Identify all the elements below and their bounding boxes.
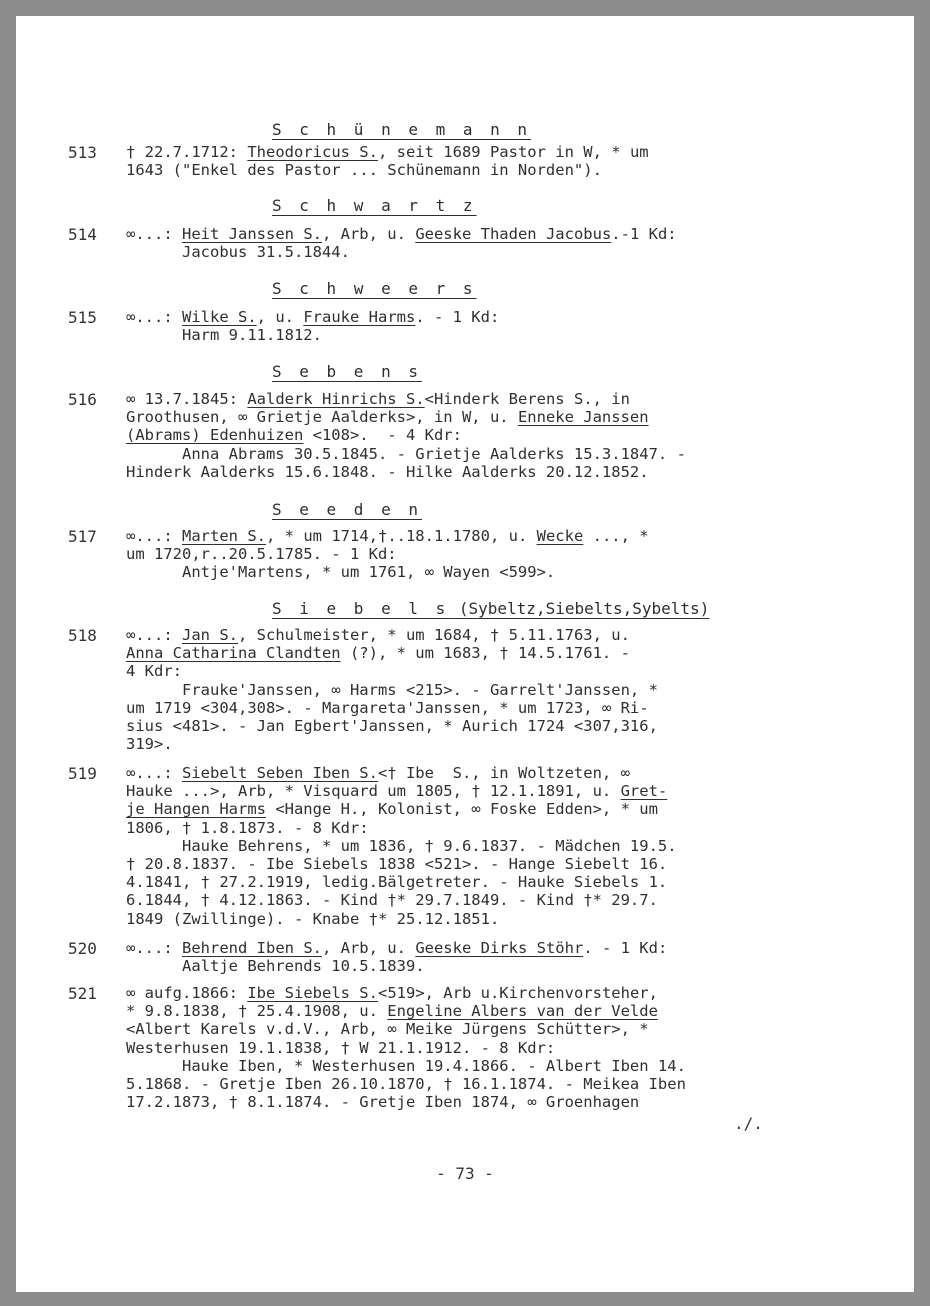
surname-heading [272,599,709,618]
document-page [16,16,914,1292]
underlined-name: Enneke Janssen [517,408,649,427]
entry-text-line [126,426,462,444]
text-segment: um 1720,r..20.5.1785. - 1 Kd: [126,545,397,564]
entry-text-line [126,408,649,426]
underlined-name: Wecke [536,527,584,545]
underlined-name: je Hangen Harms [126,800,266,819]
surname-heading [272,362,422,381]
entry-text-line [126,819,369,837]
underlined-name: Geeske Dirks Stöhr [415,939,584,957]
text-segment: Hauke ...>, Arb, * Visquard um 1805, † 12.1.1891, u. [126,782,621,801]
entry-text-line [126,626,630,644]
page-content [16,16,914,1292]
surname-heading [272,500,422,519]
text-segment: ∞...: [126,308,182,326]
entry-text-line [126,735,173,753]
text-segment: , seit 1689 Pastor in W, * um [377,143,649,161]
underlined-name: Heit Janssen S. [182,225,322,243]
text-segment: , * um 1714,†..18.1.1780, u. [266,527,537,545]
entry-text-line [126,984,658,1002]
entry-text-line [126,308,499,326]
text-segment: 6.1844, † 4.12.1863. - Kind †* 29.7.1849. - Kind †* 29.7. [126,891,658,910]
text-segment: 1806, † 1.8.1873. - 8 Kdr: [126,818,369,837]
surname-variants: (Sybeltz,Siebelts,Sybelts) [449,599,710,618]
text-segment: <519>, Arb u.Kirchenvorsteher, [377,984,658,1002]
entry-text-line [126,326,322,344]
text-segment: . - 1 Kd: [415,308,500,326]
text-segment: Hauke Iben, * Westerhusen 19.4.1866. - Albert Iben 14. [126,1056,686,1075]
underlined-name: (Abrams) Edenhuizen [126,426,304,445]
entry-text-line [126,1075,686,1093]
text-segment: Frauke'Janssen, ∞ Harms <215>. - Garrelt'Janssen, * [126,680,658,699]
text-segment: ∞...: [126,225,182,243]
surname-heading-text: S e b e n s [272,362,422,381]
text-segment: <Hinderk Berens S., in [424,390,630,408]
text-segment: sius <481>. - Jan Egbert'Janssen, * Aurich 1724 <307,316, [126,717,658,735]
entry-text-line [126,143,649,161]
page-number: - 73 - [436,1164,494,1183]
text-segment: <† Ibe S., in Woltzeten, ∞ [377,764,630,782]
text-segment: , Schulmeister, * um 1684, † 5.11.1763, u. [238,626,630,644]
surname-heading-text: S c h w a r t z [272,196,477,215]
continuation-mark: ./. [734,1114,763,1133]
underlined-name: Geeske Thaden Jacobus [415,225,612,243]
text-segment: 4.1841, † 27.2.1919, ledig.Bälgetreter. - Hauke Siebels 1. [126,873,668,892]
underlined-name: Siebelt Seben Iben S. [182,764,378,782]
surname-heading-text: S i e b e l s [272,599,450,618]
text-segment: ∞...: [126,939,182,957]
text-segment: ∞...: [126,527,182,545]
entry-number: 520 [68,939,97,958]
text-segment: ∞ 13.7.1845: [126,390,248,408]
text-segment: <Hange H., Kolonist, ∞ Foske Edden>, * um [265,800,658,819]
entry-text-line [126,161,602,179]
text-segment: Antje'Martens, * um 1761, ∞ Wayen <599>. [126,563,556,582]
text-segment: ∞...: [126,626,182,644]
text-segment: .-1 Kd: [611,225,677,243]
entry-text-line [126,563,555,581]
underlined-name: Aalderk Hinrichs S. [247,390,425,408]
entry-number: 514 [68,225,97,244]
text-segment: 17.2.1873, † 8.1.1874. - Gretje Iben 1874, ∞ Groenhagen [126,1093,640,1112]
text-segment: Hauke Behrens, * um 1836, † 9.6.1837. - Mädchen 19.5. [126,836,677,855]
underlined-name: Frauke Harms [303,308,416,326]
entry-number: 518 [68,626,97,645]
entry-number: 517 [68,527,97,546]
text-segment: . - 1 Kd: [583,939,668,957]
entry-number: 516 [68,390,97,409]
underlined-name: Jan S. [182,626,238,644]
underlined-name: Behrend Iben S. [182,939,322,957]
text-segment: ..., * [583,527,649,545]
text-segment: , u. [256,308,304,326]
entry-text-line [126,243,350,261]
surname-heading-text: S c h ü n e m a n n [272,120,532,139]
entry-text-line [126,939,667,957]
entry-text-line [126,910,499,928]
text-segment: † 20.8.1837. - Ibe Siebels 1838 <521>. - Hange Siebelt 16. [126,855,668,873]
text-segment: 1643 ("Enkel des Pastor ... Schünemann in Norden"). [126,161,602,180]
text-segment: 1849 (Zwillinge). - Knabe †* 25.12.1851. [126,909,500,928]
text-segment: <Albert Karels v.d.V., Arb, ∞ Meike Jürgens Schütter>, * [126,1020,649,1039]
entry-text-line [126,764,630,782]
underlined-name: Theodoricus S. [247,143,378,161]
entry-text-line [126,1039,555,1057]
text-segment: Hinderk Aalderks 15.6.1848. - Hilke Aalderks 20.12.1852. [126,462,649,481]
entry-text-line [126,1093,639,1111]
surname-heading-text: S c h w e e r s [272,279,477,298]
text-segment: † 22.7.1712: [126,143,248,161]
entry-text-line [126,1057,686,1075]
underlined-name: Engeline Albers van der Velde [387,1002,658,1021]
entry-text-line [126,527,649,545]
text-segment: <108>. - 4 Kdr: [303,426,462,445]
entry-text-line [126,837,677,855]
entry-text-line [126,545,397,563]
entry-text-line [126,662,182,680]
underlined-name: Ibe Siebels S. [247,984,378,1002]
surname-heading [272,120,531,139]
entry-text-line [126,699,649,717]
entry-text-line [126,390,630,408]
entry-text-line [126,957,425,975]
underlined-name: Wilke S. [182,308,257,326]
entry-number: 519 [68,764,97,783]
text-segment: Westerhusen 19.1.1838, † W 21.1.1912. - 8 Kdr: [126,1038,556,1057]
entry-text-line [126,717,658,735]
text-segment: * 9.8.1838, † 25.4.1908, u. [126,1002,388,1021]
underlined-name: Anna Catharina Clandten [126,644,341,663]
entry-text-line [126,782,667,800]
text-segment: 5.1868. - Gretje Iben 26.10.1870, † 16.1.1874. - Meikea Iben [126,1075,686,1093]
text-segment: Harm 9.11.1812. [126,326,322,345]
text-segment: Anna Abrams 30.5.1845. - Grietje Aalderks 15.3.1847. - [126,444,686,463]
text-segment: 4 Kdr: [126,662,182,681]
surname-heading [272,196,477,215]
entry-text-line [126,873,667,891]
entry-number: 513 [68,143,97,162]
entry-text-line [126,463,649,481]
entry-number: 515 [68,308,97,327]
underlined-name: Gret- [620,782,668,801]
text-segment: ∞...: [126,764,182,782]
surname-heading [272,279,477,298]
entry-text-line [126,855,667,873]
text-segment: , Arb, u. [321,939,416,957]
entry-text-line [126,681,658,699]
entry-text-line [126,1020,649,1038]
underlined-name: Marten S. [182,527,266,545]
entry-number: 521 [68,984,97,1003]
text-segment: Jacobus 31.5.1844. [126,243,350,262]
text-segment: 319>. [126,735,173,754]
entry-text-line [126,800,658,818]
text-segment: , Arb, u. [321,225,416,243]
text-segment: Groothusen, ∞ Grietje Aalderks>, in W, u. [126,408,518,427]
entry-text-line [126,891,658,909]
text-segment: um 1719 <304,308>. - Margareta'Janssen, * um 1723, ∞ Ri- [126,698,649,717]
text-segment: Aaltje Behrends 10.5.1839. [126,957,425,976]
entry-text-line [126,225,677,243]
text-segment: ∞ aufg.1866: [126,984,248,1002]
entry-text-line [126,1002,658,1020]
entry-text-line [126,445,686,463]
surname-heading-text: S e e d e n [272,500,422,519]
text-segment: (?), * um 1683, † 14.5.1761. - [340,644,630,663]
entry-text-line [126,644,630,662]
